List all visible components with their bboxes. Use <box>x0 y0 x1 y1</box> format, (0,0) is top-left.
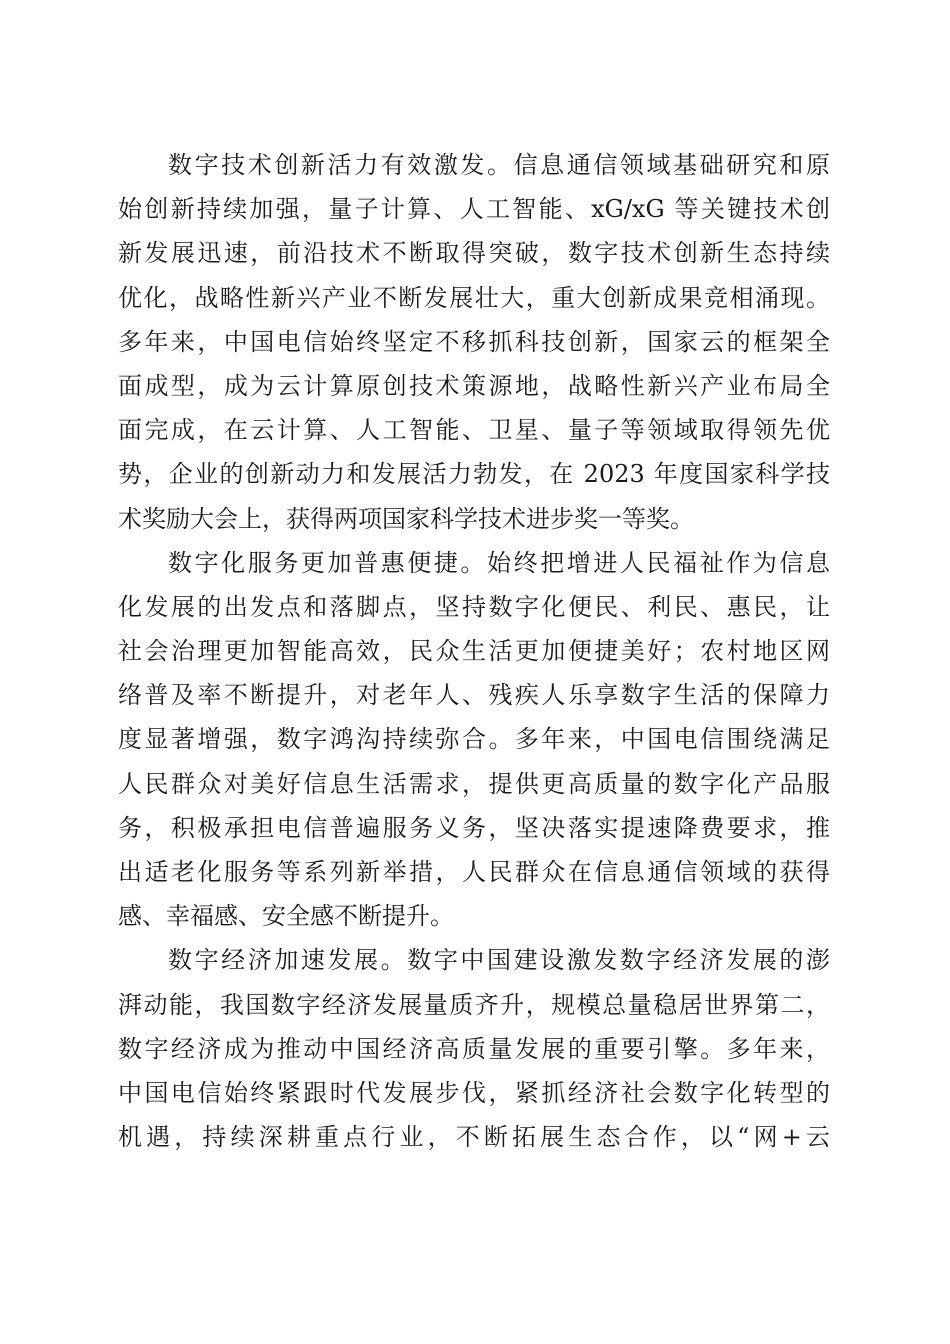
text-line: 络普及率不断提升，对老年人、残疾人乐享数字生活的保障力 <box>118 681 830 710</box>
text-line: 优化，战略性新兴产业不断发展壮大，重大创新成果竞相涌现。 <box>118 283 830 312</box>
text-line: 中国电信始终紧跟时代发展步伐，紧抓经济社会数字化转型的 <box>118 1078 830 1107</box>
text-line: 务，积极承担电信普遍服务义务，坚决落实提速降费要求，推 <box>118 813 830 842</box>
text-line: 术奖励大会上，获得两项国家科学技术进步奖一等奖。 <box>118 504 694 533</box>
paragraph-digital-economy <box>118 938 830 1159</box>
text-line: 新发展迅速，前沿技术不断取得突破，数字技术创新生态持续 <box>118 239 830 268</box>
text-line: 多年来，中国电信始终坚定不移抓科技创新，国家云的框架全 <box>118 327 830 356</box>
text-line: 面成型，成为云计算原创技术策源地，战略性新兴产业布局全 <box>118 371 830 400</box>
text-line: 社会治理更加智能高效，民众生活更加便捷美好；农村地区网 <box>118 637 830 666</box>
text-line: 化发展的出发点和落脚点，坚持数字化便民、利民、惠民，让 <box>118 592 830 621</box>
text-line: 始创新持续加强，量子计算、人工智能、xG/xG 等关键技术创 <box>118 195 830 224</box>
paragraph-digital-services <box>118 541 830 939</box>
text-line: 面完成，在云计算、人工智能、卫星、量子等领域取得领先优 <box>118 416 830 445</box>
paragraph-tech-innovation <box>118 143 830 541</box>
text-line: 度显著增强，数字鸿沟持续弥合。多年来，中国电信围绕满足 <box>118 725 830 754</box>
text-line: 势，企业的创新动力和发展活力勃发，在 2023 年度国家科学技 <box>118 460 830 489</box>
text-line: 数字经济成为推动中国经济高质量发展的重要引擎。多年来， <box>118 1034 830 1063</box>
text-line: 感、幸福感、安全感不断提升。 <box>118 902 454 931</box>
text-line: 数字技术创新活力有效激发。信息通信领域基础研究和原 <box>168 151 830 179</box>
text-line: 人民群众对美好信息生活需求，提供更高质量的数字化产品服 <box>118 769 830 798</box>
document-body <box>118 143 830 1159</box>
text-line: 数字化服务更加普惠便捷。始终把增进人民福祉作为信息 <box>168 548 830 577</box>
text-line: 数字经济加速发展。数字中国建设激发数字经济发展的澎 <box>168 946 830 975</box>
text-line: 出适老化服务等系列新举措，人民群众在信息通信领域的获得 <box>118 858 830 886</box>
text-line: 机遇，持续深耕重点行业，不断拓展生态合作，以“网+云 <box>118 1123 830 1152</box>
text-line: 湃动能，我国数字经济发展量质齐升，规模总量稳居世界第二， <box>118 990 830 1019</box>
